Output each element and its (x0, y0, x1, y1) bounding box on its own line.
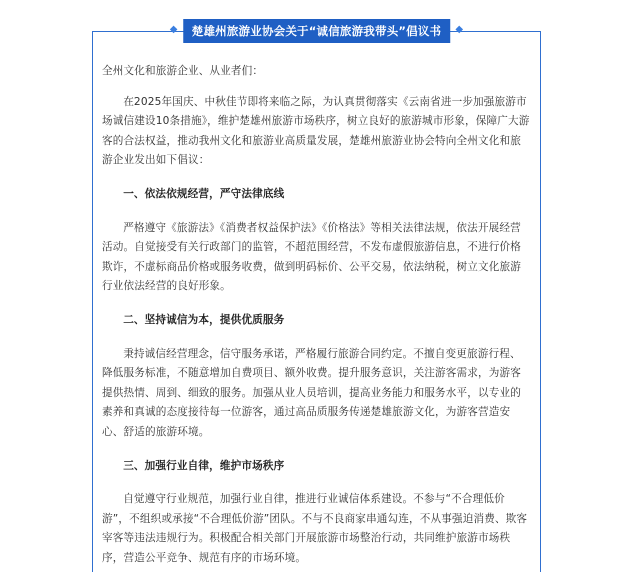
section-2-heading: 二、坚持诚信为本，提供优质服务 (123, 313, 285, 326)
document-frame (92, 24, 541, 572)
section-3-body: 自觉遵守行业规范，加强行业自律，推进行业诚信体系建设。不参与“不合理低价游”，不组织或承接“不合理低价游”团队。不与不良商家串通勾连，不从事强迫消费、欺客宰客等违法违规行为。积极配合相关部门开展旅游市场整治行动，共同维护旅游市场秩序，营造公平竞争、规范有序的市场环境。 (102, 493, 528, 564)
section-3-heading: 三、加强行业自律，维护市场秩序 (123, 459, 285, 472)
banner-ornament-left-icon: ◆ (169, 24, 178, 35)
banner-ornament-right-icon: ◆ (455, 24, 464, 35)
intro-paragraph: 在2025年国庆、中秋佳节即将来临之际，为认真贯彻落实《云南省进一步加强旅游市场诚信建设10条措施》，维护楚雄州旅游市场秩序，树立良好的旅游城市形象，保障广大游客的合法权益，推动我州文化和旅游业高质量发展，楚雄州旅游业协会特向全州文化和旅游企业发出如下倡议： (102, 95, 530, 167)
section-1-heading: 一、依法依规经营，严守法律底线 (123, 187, 285, 200)
document-body (102, 62, 531, 568)
section-2-body: 秉持诚信经营理念，信守服务承诺，严格履行旅游合同约定。不擅自变更旅游行程、降低服务标准，不随意增加自费项目、额外收费。提升服务意识，关注游客需求，为游客提供热情、周到、细致的服务。加强从业人员培训，提高业务能力和服务水平，以专业的素养和真诚的态度接待每一位游客，通过高品质服务传递楚雄旅游文化，为游客营造安心、舒适的旅游环境。 (102, 347, 522, 438)
title-banner (169, 19, 464, 43)
page-title: 楚雄州旅游业协会关于“诚信旅游我带头”倡议书 (191, 24, 442, 38)
section-1-body: 严格遵守《旅游法》《消费者权益保护法》《价格法》等相关法律法规，依法开展经营活动。自觉接受有关行政部门的监管，不超范围经营，不发布虚假旅游信息，不进行价格欺诈，不虚标商品价格或服务收费，做到明码标价、公平交易，依法纳税，树立文化旅游行业依法经营的良好形象。 (102, 221, 522, 293)
salutation: 全州文化和旅游企业、从业者们： (102, 65, 264, 77)
